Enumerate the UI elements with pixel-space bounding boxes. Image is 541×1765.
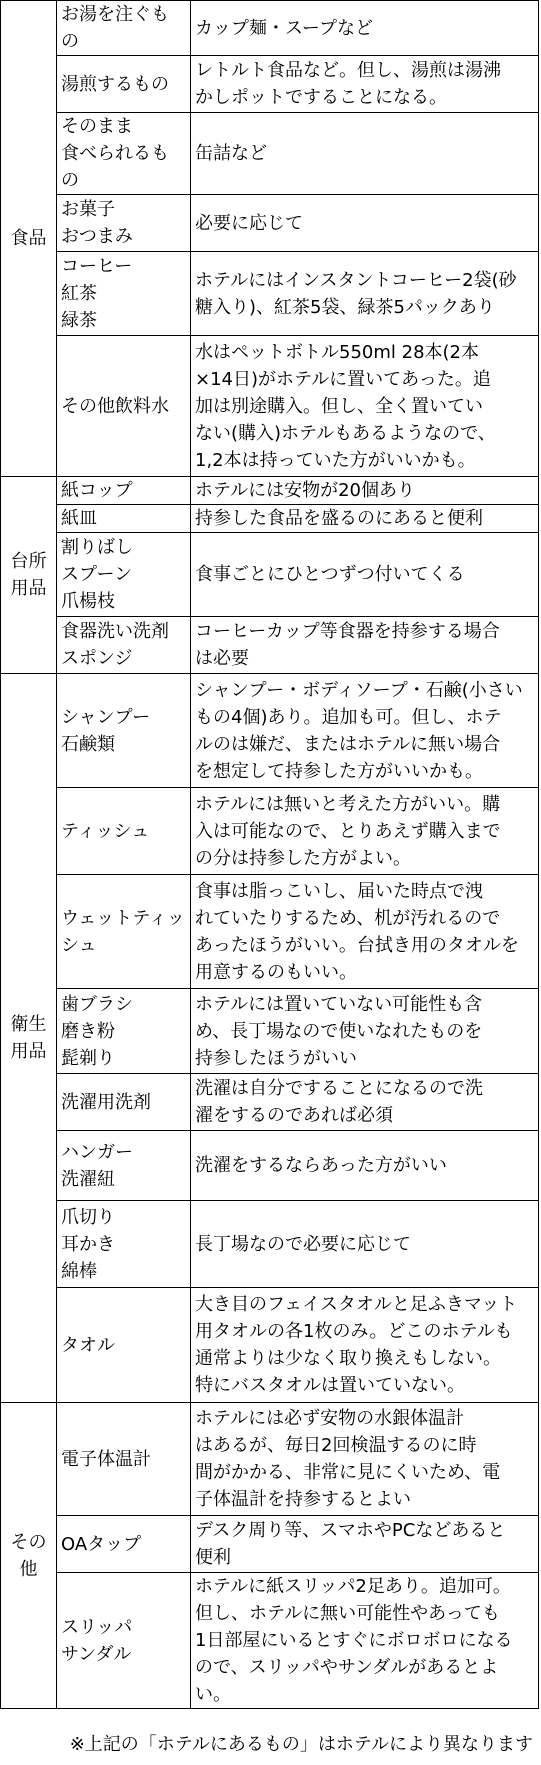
table-row	[1, 477, 539, 505]
table-row	[1, 56, 539, 113]
category-cell: 衛生 用品	[1, 674, 57, 1403]
table-row	[1, 674, 539, 788]
table-row	[1, 195, 539, 252]
desc-cell: シャンプー・ボディソープ・石鹸(小さい もの4個)あり。追加も可。但し、ホテ ルのは嫌だ、またはホテルに無い場合 を想定して持参した方がいいかも。	[191, 674, 539, 788]
desc-cell: ホテルにはインスタントコーヒー2袋(砂 糖入り)、紅茶5袋、緑茶5パックあり	[191, 252, 539, 336]
item-cell: 湯煎するもの	[57, 56, 191, 113]
table-row	[1, 875, 539, 989]
desc-cell: 缶詰など	[191, 113, 539, 195]
table-row	[1, 1074, 539, 1131]
desc-cell: ホテルには置いていない可能性も含 め、長丁場なので使いなれたものを 持参したほうがいい	[191, 989, 539, 1074]
desc-cell: ホテルに紙スリッパ2足あり。追加可。 但し、ホテルに無い可能性やあっても 1日部屋にいるとすぐにボロボロになる ので、スリッパやサンダルがあるとよい。	[191, 1573, 539, 1709]
item-cell: 洗濯用洗剤	[57, 1074, 191, 1131]
table-row	[1, 1131, 539, 1201]
item-cell: スリッパ サンダル	[57, 1573, 191, 1709]
desc-cell: 持参した食品を盛るのにあると便利	[191, 505, 539, 533]
desc-cell: ホテルには安物が20個あり	[191, 477, 539, 505]
table-row	[1, 617, 539, 674]
desc-cell: ホテルには無いと考えた方がいい。購 入は可能なので、とりあえず購入まで の分は持参した方がよい。	[191, 788, 539, 875]
desc-cell: カップ麺・スープなど	[191, 1, 539, 56]
item-cell: お湯を注ぐもの	[57, 1, 191, 56]
table-row	[1, 1201, 539, 1288]
category-cell: 食品	[1, 1, 57, 477]
desc-cell: 大き目のフェイスタオルと足ふきマット 用タオルの各1枚のみ。どこのホテルも 通常よりは少なく取り換えもしない。 特にバスタオルは置いていない。	[191, 1288, 539, 1403]
table-row	[1, 505, 539, 533]
item-cell: 紙コップ	[57, 477, 191, 505]
category-cell: 台所 用品	[1, 477, 57, 674]
desc-cell: 洗濯は自分ですることになるので洗 濯をするのであれば必須	[191, 1074, 539, 1131]
desc-cell: 食事は脂っこいし、届いた時点で洩 れていたりするため、机が汚れるので あったほうがいい。台拭き用のタオルを 用意するのもいい。	[191, 875, 539, 989]
table-row	[1, 989, 539, 1074]
table-row	[1, 113, 539, 195]
item-cell: 割りばし スプーン 爪楊枝	[57, 533, 191, 617]
item-cell: 爪切り 耳かき 綿棒	[57, 1201, 191, 1288]
item-cell: コーヒー 紅茶 緑茶	[57, 252, 191, 336]
desc-cell: ホテルには必ず安物の水銀体温計 はあるが、毎日2回検温するのに時 間がかかる、非常に見にくいため、電 子体温計を持参するとよい	[191, 1403, 539, 1516]
item-cell: 歯ブラシ 磨き粉 髭剃り	[57, 989, 191, 1074]
desc-cell: デスク周り等、スマホやPCなどあると 便利	[191, 1516, 539, 1573]
table-row	[1, 1, 539, 56]
item-cell: タオル	[57, 1288, 191, 1403]
item-cell: シャンプー 石鹸類	[57, 674, 191, 788]
desc-cell: コーヒーカップ等食器を持参する場合 は必要	[191, 617, 539, 674]
desc-cell: 長丁場なので必要に応じて	[191, 1201, 539, 1288]
table-row	[1, 252, 539, 336]
item-cell: 電子体温計	[57, 1403, 191, 1516]
item-cell: ウェットティッシュ	[57, 875, 191, 989]
table-row	[1, 533, 539, 617]
desc-cell: 必要に応じて	[191, 195, 539, 252]
item-cell: ハンガー 洗濯紐	[57, 1131, 191, 1201]
item-cell: OAタップ	[57, 1516, 191, 1573]
table-row	[1, 1403, 539, 1516]
item-cell: ティッシュ	[57, 788, 191, 875]
desc-cell: レトルト食品など。但し、湯煎は湯沸 かしポットですることになる。	[191, 56, 539, 113]
item-cell: その他飲料水	[57, 336, 191, 477]
table-row	[1, 788, 539, 875]
table-row	[1, 1573, 539, 1709]
item-cell: 食器洗い洗剤 スポンジ	[57, 617, 191, 674]
desc-cell: 洗濯をするならあった方がいい	[191, 1131, 539, 1201]
desc-cell: 水はペットボトル550ml 28本(2本 ×14日)がホテルに置いてあった。追 加は別途購入。但し、全く置いてい ない(購入)ホテルもあるようなので、 1,2本は持っていた方がいいかも。	[191, 336, 539, 477]
item-cell: 紙皿	[57, 505, 191, 533]
category-cell: その 他	[1, 1403, 57, 1709]
table-row	[1, 1516, 539, 1573]
desc-cell: 食事ごとにひとつずつ付いてくる	[191, 533, 539, 617]
item-cell: お菓子 おつまみ	[57, 195, 191, 252]
table-row	[1, 1288, 539, 1403]
item-cell: そのまま 食べられるもの	[57, 113, 191, 195]
footnote: ※上記の「ホテルにあるもの」はホテルにより異なります	[69, 1734, 533, 1755]
table-row	[1, 336, 539, 477]
